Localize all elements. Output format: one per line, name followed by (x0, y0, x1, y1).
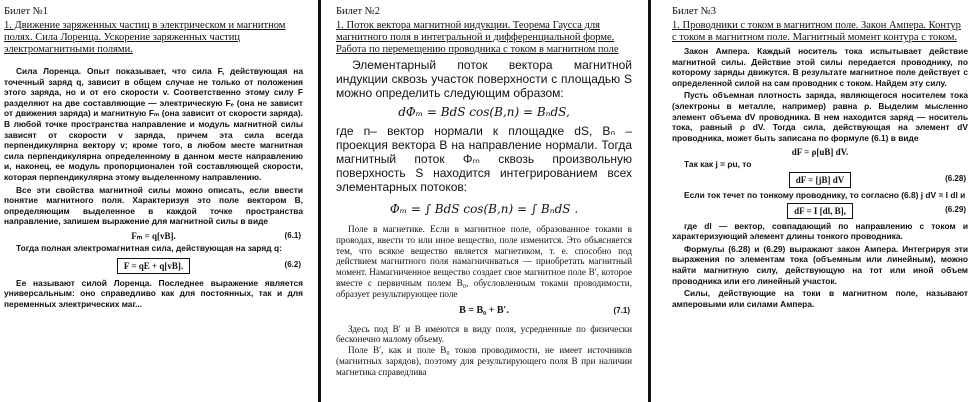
paragraph: где dl — вектор, совпадающий по направлению с током и характеризующий элемент длины тонкого проводника. (672, 220, 968, 242)
formula-text: Fₘ = q[vB]. (131, 230, 176, 241)
paragraph: Силы, действующие на токи в магнитном поле, называют амперовыми или силами Ампера. (672, 288, 968, 309)
formula: Φₘ = ∫ BdS cos(B,n) = ∫ BₙdS . (389, 202, 579, 216)
ticket-3-title: Билет №3 (672, 6, 717, 17)
formula (4, 229, 303, 243)
ticket-1-column (0, 0, 305, 402)
formula-text: dF = [jB] dV (789, 172, 852, 188)
ticket-2-flux-text (336, 58, 632, 224)
paragraph: Ее называют силой Лоренца. Последнее выражение является универсальным: оно справедливо как для постоянных, так и для переменных электрических маг... (4, 277, 303, 309)
paragraph: Формулы (6.28) и (6.29) выражают закон Ампера. Интегрируя эти выражения по элементам тока (объемным или линейным), можно найти магнитную силу, действующую на тот или иной объем проводника или его линейный участок. (672, 243, 968, 286)
ticket-2-column (330, 0, 632, 402)
formula-number: (6.1) (284, 230, 301, 240)
paragraph: Закон Ампера. Каждый носитель тока испытывает действие магнитной силы. Действие этой силы передается проводнику, по которому заряды движутся. В результате магнитное поле действует с определенной силой на сам проводник с током. Найдем эту силу. (672, 46, 968, 88)
paragraph: где n– вектор нормали к площадке dS, Bₙ – проекция вектора B на направление нормали. Тогда магнитный поток Φₘ сквозь произвольную поверхность S находится интегрированием всех элементарных потоков: (336, 124, 632, 194)
paragraph: Поле B′, как и поле B₀ токов проводимости, не имеет источников (магнитных зарядов), поэтому для результирующего поля B при наличии магнетика справедлива (336, 345, 632, 377)
paragraph: Сила Лоренца. Опыт показывает, что сила F, действующая на точечный заряд q, зависит в общем случае не только от положения этого заряда, но и от его скорости v. Соответственно этому силу F разделяют на две составляющие — электрическую Fₑ (она не зависит от движения заряда) и магнитную Fₘ (она зависит от скорости заряда). В любой точке пространства направление и модуль магнитной силы зависят от скорости v заряда, причем эта сила всегда перпендикулярна вектору v; кроме того, в любом месте магнитная сила перпендикулярна определенному в данном месте направлению и, наконец, ее модуль пропорционален той составляющей скорости, которая перпендикулярна этому выделенному направлению. (4, 66, 303, 182)
formula (336, 304, 632, 318)
ticket-1-question: 1. Движение заряженных частиц в электрическом и магнитном полях. Сила Лоренца. Ускорение заряженных частиц электромагнитными полями. (4, 20, 286, 55)
formula: dΦₘ = BdS cos(B,n) = BₙdS, (398, 105, 570, 119)
ticket-3-column (662, 0, 968, 402)
formula: dF = ρ[uB] dV. (791, 147, 849, 158)
ticket-2-magnetic-text (336, 224, 632, 378)
formula-number: (6.28) (945, 173, 966, 183)
column-divider (318, 0, 321, 402)
ticket-1-text (4, 66, 303, 309)
ticket-3-question: 1. Проводники с током в магнитном поле. Закон Ампера. Контур с током в магнитном поле. Магнитный момент контура с током. (672, 20, 961, 43)
column-divider (648, 0, 651, 402)
formula (672, 172, 968, 188)
formula-number: (6.29) (945, 204, 966, 214)
paragraph: Здесь под B′ и B имеются в виду поля, усредненные по физически бесконечно малому объему. (336, 323, 632, 345)
ticket-2-title: Билет №2 (336, 6, 381, 17)
paragraph: Если ток течет по тонкому проводнику, то согласно (6.8) j dV = I dl и (684, 189, 966, 200)
ticket-2-question: 1. Поток вектора магнитной индукции. Теорема Гаусса для магнитного поля в интегральной и дифференциальной форме. Работа по перемещению проводника с током в магнитном поле (336, 20, 619, 55)
formula-text: B = B₀ + B′. (459, 304, 509, 316)
formula (672, 203, 968, 219)
ticket-1-title: Билет №1 (4, 6, 49, 17)
paragraph: Все эти свойства магнитной силы можно описать, если ввести понятие магнитного поля. Характеризуя это поле вектором B, определяющим выделенное в каждой точке пространства направление, запишем выражение для магнитной силы в виде (4, 184, 303, 227)
formula-text: F = qE + q[vB]. (117, 258, 190, 274)
formula-number: (7.1) (613, 305, 630, 315)
paragraph: Пусть объемная плотность заряда, являющегося носителем тока (электроны в металле, например) равна ρ. Выделим мысленно элемент объема dV проводника. В нем находится заряд — носитель тока, равный ρ dV. Тогда сила, действующая на элемент dV проводника, может быть записана по формуле (6.1) в виде (672, 90, 968, 143)
formula (4, 258, 303, 274)
paragraph: Тогда полная электромагнитная сила, действующая на заряд q: (16, 242, 282, 253)
formula-number: (6.2) (284, 259, 301, 269)
paragraph: Поле в магнетике. Если в магнитное поле, образованное токами в проводах, ввести то или иное вещество, поле изменится. Это объясняется тем, что всякое вещество является магнетиком, т. е. способно под действием магнитного поля намагничиваться — приобретать магнитный момент. Намагниченное вещество создает свое магнитное поле B′, которое вместе с первичным полем B₀, обусловленным токами проводимости, образует результирующее поле (336, 224, 632, 299)
ticket-3-text (672, 46, 968, 309)
formula-text: dF = I [dl, B], (787, 203, 853, 219)
paragraph: Элементарный поток вектора магнитной индукции сквозь участок поверхности с площадью S можно определить следующим образом: (336, 58, 632, 100)
paragraph: Так как j = ρu, то (684, 159, 752, 170)
